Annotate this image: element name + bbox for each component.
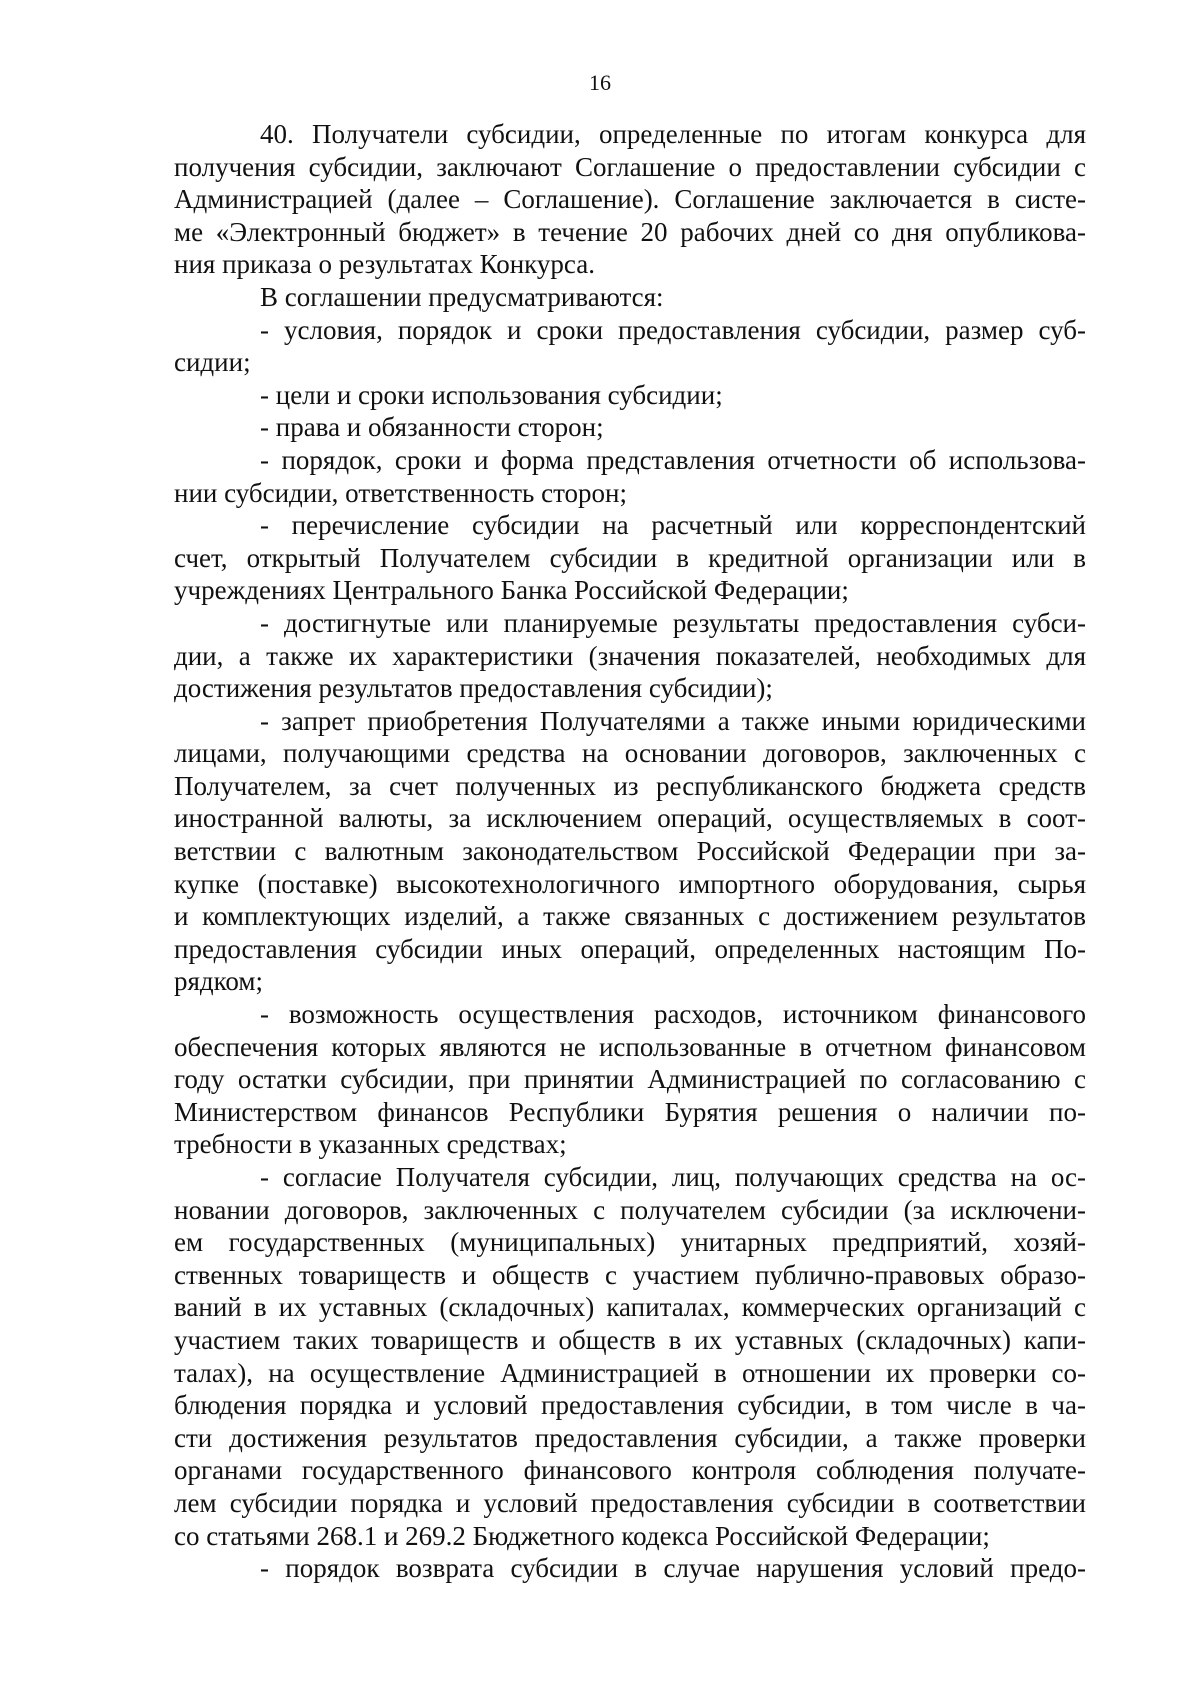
text-line: - права и обязанности сторон; — [260, 412, 604, 443]
paragraph-item-7 — [174, 705, 1086, 998]
text-line: ваний в их уставных (складочных) капиталах, коммерческих организаций с — [174, 1292, 1086, 1323]
paragraph-item-5 — [174, 509, 1086, 607]
text-line: - согласие Получателя субсидии, лиц, получающих средства на ос- — [260, 1162, 1086, 1192]
text-line: учреждениях Центрального Банка Российской Федерации; — [174, 575, 849, 606]
text-line: сти достижения результатов предоставления субсидии, а также проверки — [174, 1422, 1086, 1453]
text-line: лем субсидии порядка и условий предоставления субсидии в соответствии — [174, 1487, 1086, 1518]
text-line: обеспечения которых являются не использованные в отчетном финансовом — [174, 1031, 1086, 1062]
text-line: дии, а также их характеристики (значения показателей, необходимых для — [174, 640, 1086, 671]
text-line: участием таких товариществ и обществ в их уставных (складочных) капи- — [174, 1324, 1086, 1355]
text-line: - порядок, сроки и форма представления отчетности об использова- — [260, 444, 1086, 475]
text-line: рядком; — [174, 966, 263, 997]
text-line: новании договоров, заключенных с получателем субсидии (за исключени- — [174, 1194, 1086, 1225]
text-line: предоставления субсидии иных операций, определенных настоящим По- — [174, 933, 1086, 964]
text-line: - достигнутые или планируемые результаты предоставления субси- — [260, 607, 1086, 638]
text-line: ме «Электронный бюджет» в течение 20 рабочих дней со дня опубликова- — [174, 216, 1086, 247]
text-line: - возможность осуществления расходов, источником финансового — [260, 999, 1086, 1030]
text-line: Получателем, за счет полученных из республиканского бюджета средств — [174, 770, 1086, 801]
text-line: 40. Получатели субсидии, определенные по итогам конкурса для — [260, 119, 1086, 149]
text-line: - условия, порядок и сроки предоставления субсидии, размер суб- — [260, 314, 1086, 345]
text-line: лицами, получающими средства на основании договоров, заключенных с — [174, 738, 1086, 769]
paragraph-item-10 — [174, 1552, 1086, 1585]
text-line: достижения результатов предоставления субсидии); — [174, 673, 773, 704]
paragraph-item-2 — [174, 379, 1086, 412]
text-line: требности в указанных средствах; — [174, 1129, 567, 1160]
text-line: и комплектующих изделий, а также связанных с достижением результатов — [174, 901, 1086, 932]
text-line: ем государственных (муниципальных) унитарных предприятий, хозяй- — [174, 1227, 1086, 1258]
text-line: талах), на осуществление Администрацией в отношении их проверки со- — [174, 1357, 1086, 1388]
document-body — [174, 118, 1086, 1585]
text-line: блюдения порядка и условий предоставления субсидии, в том числе в ча- — [174, 1390, 1086, 1421]
text-line: купке (поставке) высокотехнологичного импортного оборудования, сырья — [174, 868, 1086, 899]
text-line: - порядок возврата субсидии в случае нарушения условий предо- — [260, 1553, 1086, 1584]
paragraph-item-4 — [174, 444, 1086, 509]
text-line: иностранной валюты, за исключением операций, осуществляемых в соот- — [174, 803, 1086, 834]
text-line: году остатки субсидии, при принятии Администрацией по согласованию с — [174, 1064, 1086, 1095]
text-line: со статьями 268.1 и 269.2 Бюджетного кодекса Российской Федерации; — [174, 1520, 990, 1551]
text-line: В соглашении предусматриваются: — [260, 281, 664, 312]
paragraph-p40 — [174, 118, 1086, 281]
text-line: нии субсидии, ответственность сторон; — [174, 477, 627, 508]
page-number: 16 — [589, 70, 611, 95]
text-line: органами государственного финансового контроля соблюдения получате- — [174, 1455, 1086, 1486]
text-line: счет, открытый Получателем субсидии в кредитной организации или в — [174, 542, 1086, 573]
text-line: - цели и сроки использования субсидии; — [260, 379, 723, 410]
paragraph-item-9 — [174, 1161, 1086, 1552]
text-line: ственных товариществ и обществ с участием публично-правовых образо- — [174, 1259, 1086, 1290]
paragraph-item-6 — [174, 607, 1086, 705]
paragraph-item-8 — [174, 998, 1086, 1161]
text-line: получения субсидии, заключают Соглашение о предоставлении субсидии с — [174, 151, 1086, 182]
text-line: Министерством финансов Республики Бурятия решения о наличии по- — [174, 1096, 1086, 1127]
paragraph-item-1 — [174, 314, 1086, 379]
text-line: Администрацией (далее – Соглашение). Соглашение заключается в систе- — [174, 184, 1086, 215]
text-line: ветствии с валютным законодательством Российской Федерации при за- — [174, 836, 1086, 867]
paragraph-item-3 — [174, 411, 1086, 444]
text-line: - запрет приобретения Получателями а также иными юридическими — [260, 705, 1086, 736]
text-line: ния приказа о результатах Конкурса. — [174, 249, 595, 280]
paragraph-intro — [174, 281, 1086, 314]
text-line: сидии; — [174, 347, 251, 378]
text-line: - перечисление субсидии на расчетный или корреспондентский — [260, 510, 1086, 541]
